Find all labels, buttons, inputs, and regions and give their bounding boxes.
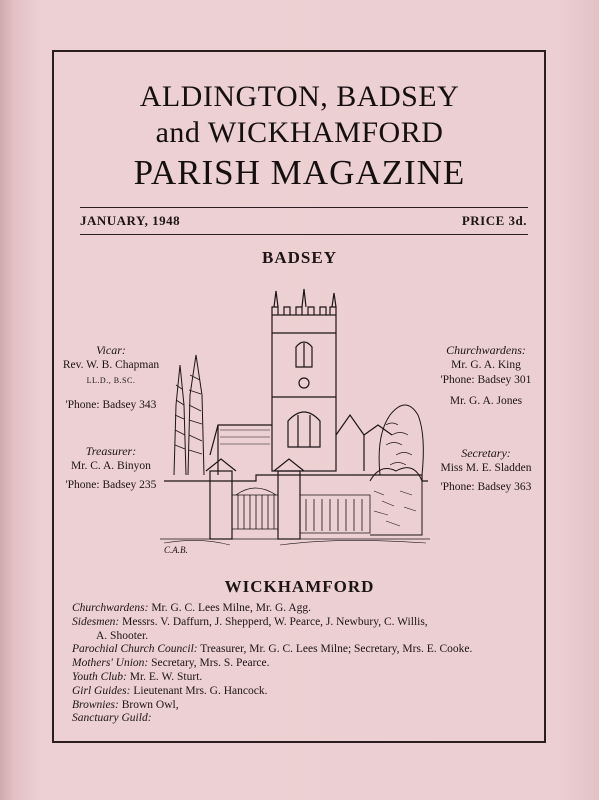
list-item: Sanctuary Guild: (72, 712, 152, 725)
list-item: Youth Club: Mr. E. W. Sturt. (72, 670, 203, 683)
title-line-1: ALDINGTON, BADSEY (139, 80, 460, 113)
churchwarden-1-name: Mr. G. A. King (451, 359, 521, 371)
artist-signature: C.A.B. (164, 545, 188, 555)
list-item: Girl Guides: Lieutenant Mrs. G. Hancock. (72, 684, 268, 697)
vicar-name: Rev. W. B. Chapman (62, 359, 160, 371)
list-item: Sidesmen: Messrs. V. Daffurn, J. Shepperd, W. Pearce, J. Newbury, C. Willis, (72, 615, 428, 628)
churchwarden-2-name: Mr. G. A. Jones (449, 395, 523, 407)
list-item: Parochial Church Council: Treasurer, Mr. G. C. Lees Milne; Secretary, Mrs. E. Cooke. (72, 643, 473, 656)
vicar-phone: 'Phone: Badsey 343 (65, 399, 157, 411)
secretary-block (426, 446, 546, 495)
title-line-2: and WICKHAMFORD (155, 116, 444, 149)
churchwardens-block (426, 343, 546, 409)
title-line-3: PARISH MAGAZINE (133, 153, 466, 192)
wickhamford-officers (72, 602, 532, 726)
treasurer-name: Mr. C. A. Binyon (71, 460, 151, 472)
list-item: Churchwardens: Mr. G. C. Lees Milne, Mr. G. Agg. (72, 602, 312, 614)
treasurer-block (56, 444, 166, 493)
vicar-role: Vicar: (96, 343, 126, 357)
churchwardens-role: Churchwardens: (446, 343, 526, 357)
churchwarden-1-phone: 'Phone: Badsey 301 (440, 374, 532, 386)
divider-bottom (80, 234, 528, 235)
issue-price: PRICE 3d. (461, 213, 527, 228)
vicar-block (56, 343, 166, 413)
secretary-phone: 'Phone: Badsey 363 (440, 481, 532, 493)
issue-date: JANUARY, 1948 (80, 213, 181, 228)
list-item: Brownies: Brown Owl, (72, 698, 179, 711)
treasurer-role: Treasurer: (85, 444, 137, 458)
wickhamford-heading: WICKHAMFORD (224, 577, 375, 596)
church-illustration (160, 285, 430, 555)
badsey-heading: BADSEY (262, 248, 337, 267)
secretary-name: Miss M. E. Sladden (440, 462, 532, 474)
treasurer-phone: 'Phone: Badsey 235 (65, 479, 157, 491)
list-item: Mothers' Union: Secretary, Mrs. S. Pearce. (72, 657, 270, 670)
divider-top (80, 207, 528, 208)
secretary-role: Secretary: (461, 446, 511, 460)
vicar-qualifications: LL.D., B.SC. (86, 376, 136, 385)
list-item: A. Shooter. (96, 629, 149, 642)
